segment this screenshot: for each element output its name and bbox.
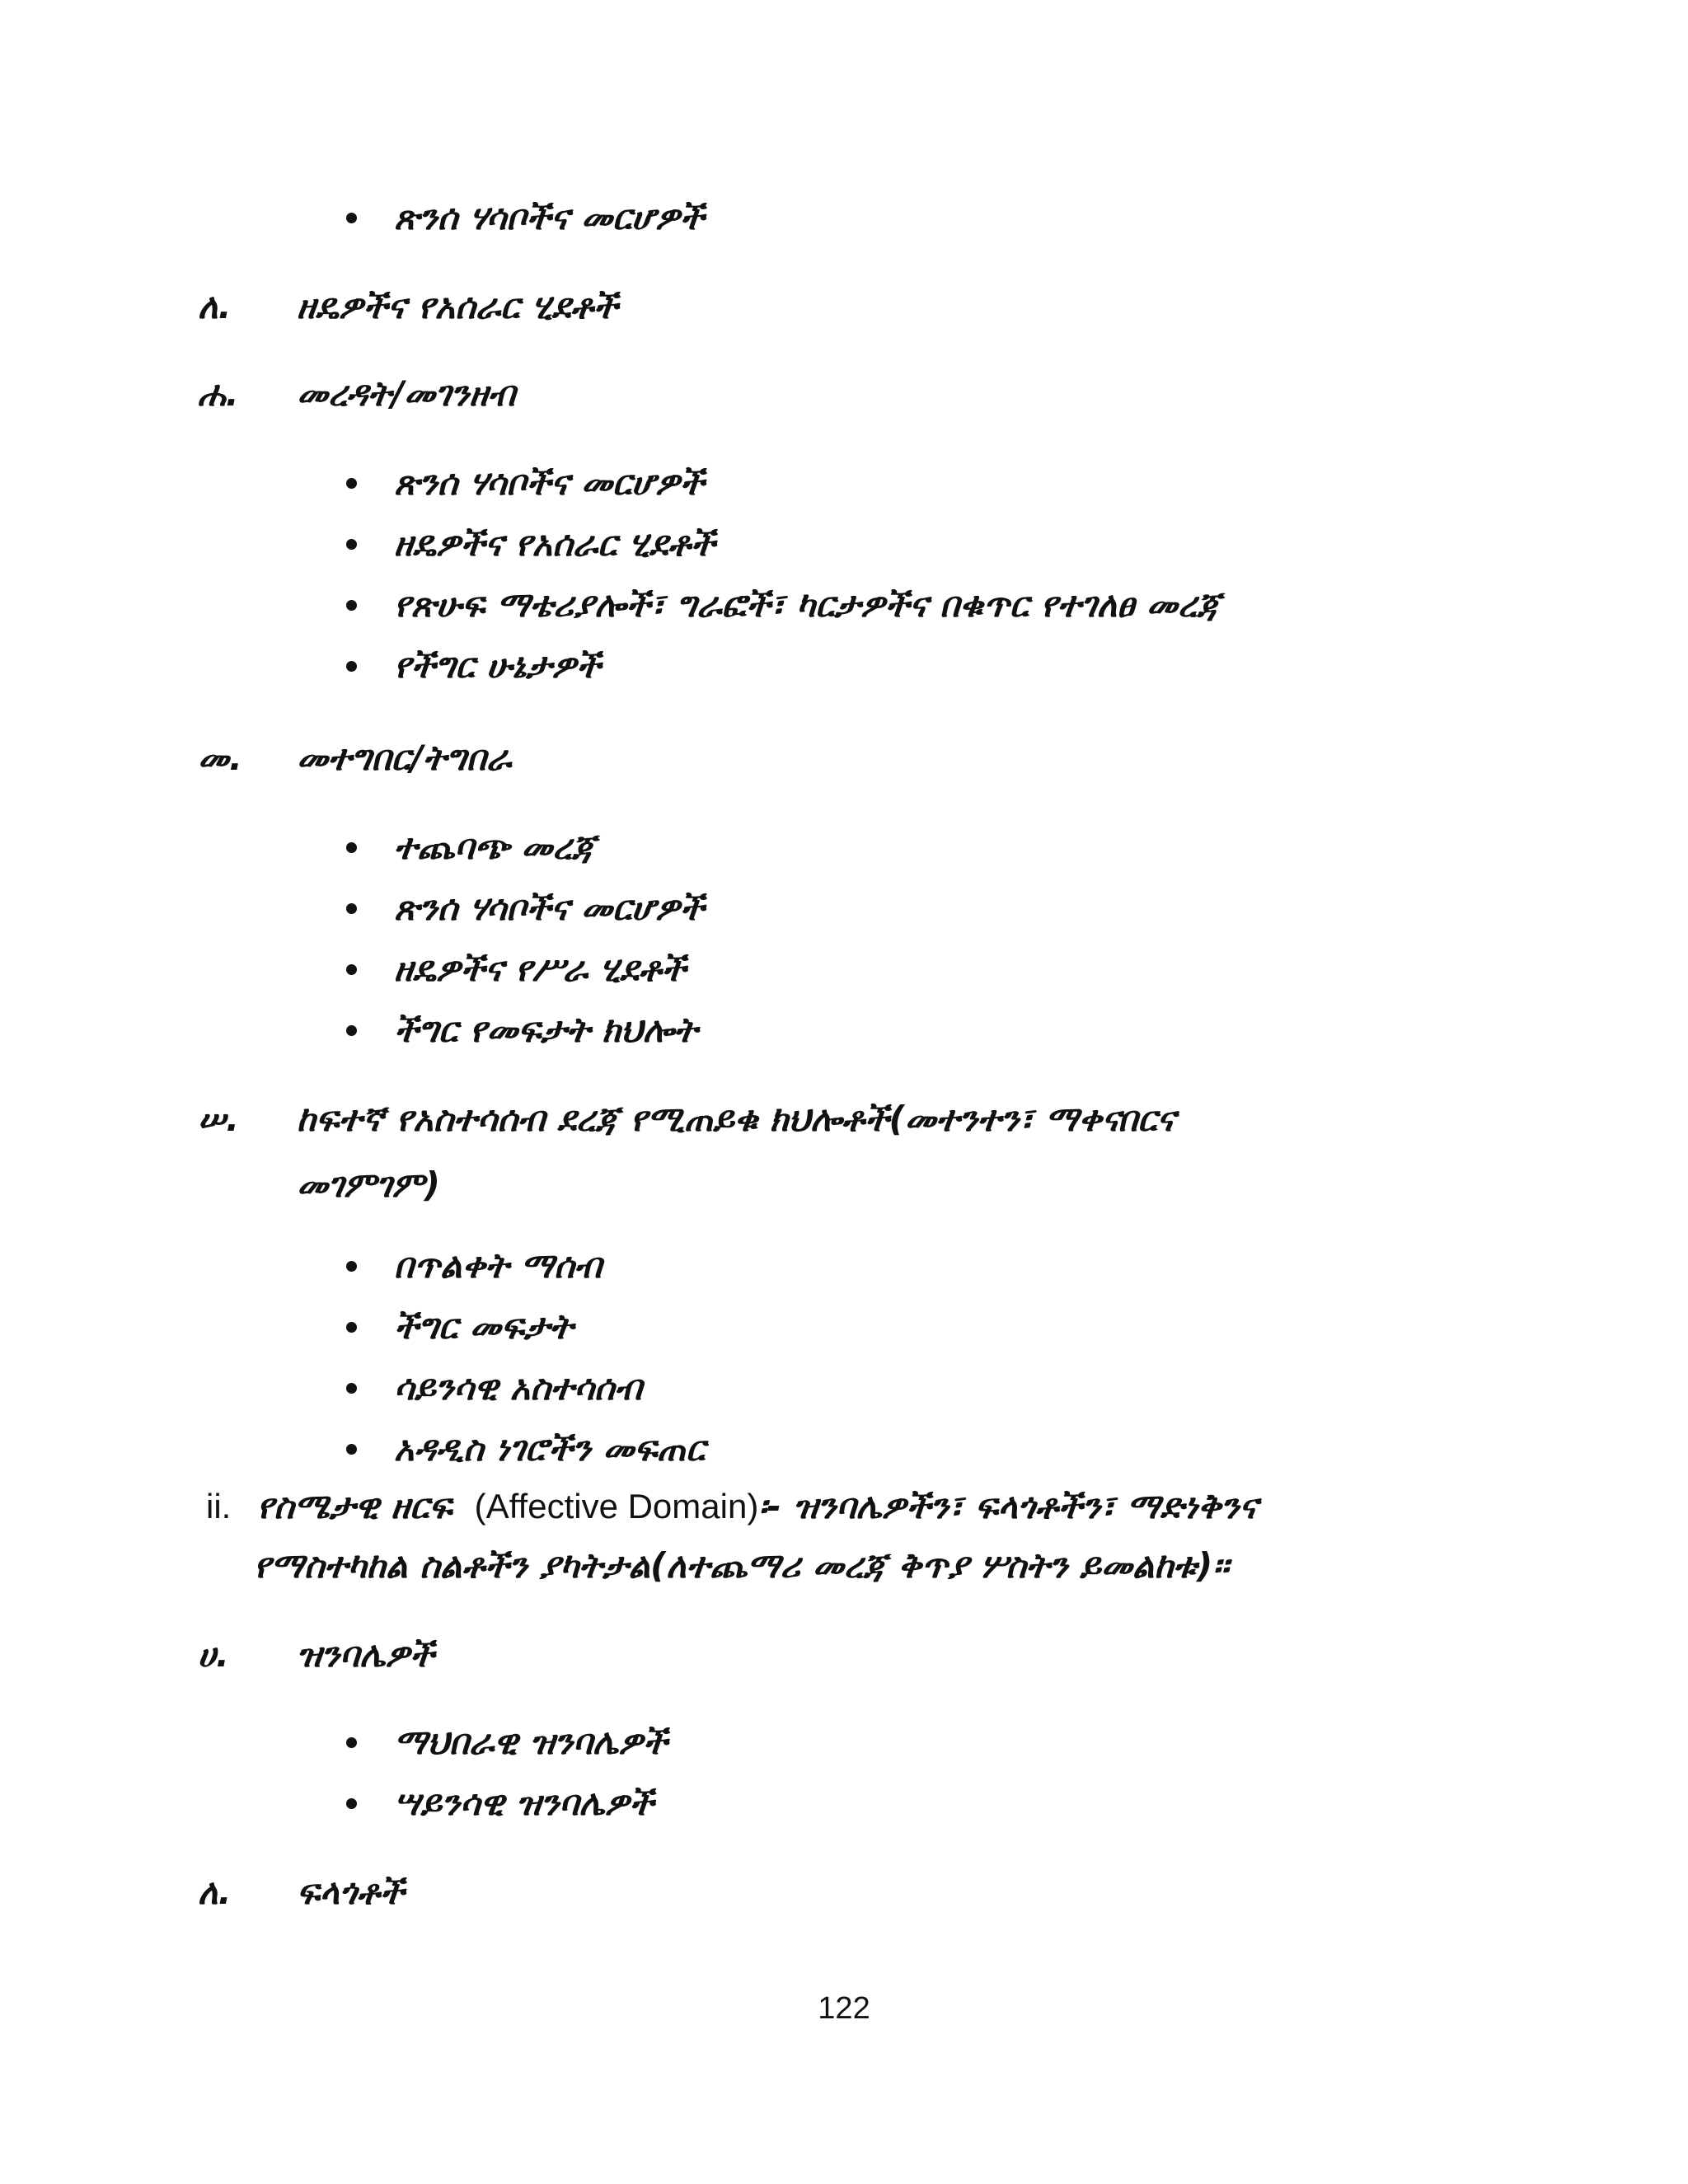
list-item: ተጨባጭ መረጃ [394, 827, 595, 867]
section-label: ሀ. [198, 1634, 229, 1675]
section-heading-continued: መገምገም) [297, 1165, 441, 1205]
list-item: ችግር የመፍታት ክህሎት [394, 1010, 698, 1050]
list-item: ጽንሰ ሃሳቦችና መርሆዎች [394, 197, 705, 237]
list-item: ማህበራዊ ዝንባሌዎች [394, 1722, 668, 1762]
bullet-dot [346, 1025, 357, 1036]
list-item: አዳዲስ ነገሮችን መፍጠር [394, 1428, 706, 1469]
section-heading: ዝንባሌዎች [297, 1634, 434, 1675]
section-label: መ. [198, 738, 242, 778]
bullet-dot [346, 842, 357, 853]
list-item: የጽሁፍ ማቴሪያሎች፣ ግራፎች፣ ካርታዎችና በቁጥር የተገለፀ መረጃ [394, 584, 1220, 625]
list-item: ዘዴዎችና የአሰራር ሂደቶች [394, 523, 715, 564]
list-item: ዘዴዎችና የሥራ ሂደቶች [394, 949, 687, 989]
affective-paragraph-line1 [206, 1483, 1258, 1530]
list-item: በጥልቀት ማሰብ [394, 1245, 603, 1286]
page-number: 122 [818, 1991, 870, 2026]
bullet-dot [346, 539, 357, 550]
list-item: ጽንሰ ሃሳቦችና መርሆዎች [394, 888, 705, 928]
bullet-dot [346, 1322, 357, 1333]
bullet-dot [346, 213, 357, 223]
list-item: ጽንሰ ሃሳቦችና መርሆዎች [394, 462, 705, 503]
bullet-dot [346, 661, 357, 672]
paragraph-english: (Affective Domain) [474, 1487, 759, 1526]
section-label: ለ. [198, 1872, 232, 1912]
list-item: ሣይንሳዊ ዝንባሌዎች [394, 1783, 654, 1823]
list-item: የችግር ሁኔታዎች [394, 645, 601, 686]
bullet-dot [346, 1383, 357, 1394]
paragraph-text: የስሜታዊ ዘርፍ [256, 1486, 452, 1526]
bullet-dot [346, 478, 357, 489]
paragraph-text: ፡- ዝንባሌዎችን፣ ፍላጎቶችን፣ ማድነቅንና [758, 1486, 1258, 1526]
bullet-dot [346, 1798, 357, 1809]
section-heading: ዘዴዎችና የአሰራር ሂደቶች [297, 286, 618, 326]
bullet-dot [346, 1444, 357, 1455]
list-item: ሳይንሳዊ አስተሳሰብ [394, 1367, 643, 1408]
bullet-dot [346, 1261, 357, 1272]
section-heading: መተግበር/ትግበራ [297, 738, 512, 778]
bullet-dot [346, 1737, 357, 1748]
section-label: ሐ. [198, 373, 239, 414]
bullet-dot [346, 903, 357, 914]
section-label: ሠ. [198, 1099, 240, 1139]
affective-paragraph-line2: የማስተካከል ስልቶችን ያካትታል(ለተጨማሪ መረጃ ቅጥያ ሦስትን ይመልከቱ)፡፡ [254, 1545, 1230, 1586]
list-item: ችግር መፍታት [394, 1306, 574, 1347]
section-heading: ከፍተኛ የአስተሳሰብ ደረጃ የሚጠይቁ ክህሎቶች(መተንተን፣ ማቀናበርና [297, 1099, 1175, 1139]
section-heading: ፍላጎቶች [297, 1872, 405, 1912]
section-heading: መረዳት/መገንዘብ [297, 373, 516, 414]
roman-numeral: ii. [206, 1487, 232, 1526]
section-label: ለ. [198, 286, 232, 326]
bullet-dot [346, 964, 357, 975]
bullet-dot [346, 600, 357, 611]
